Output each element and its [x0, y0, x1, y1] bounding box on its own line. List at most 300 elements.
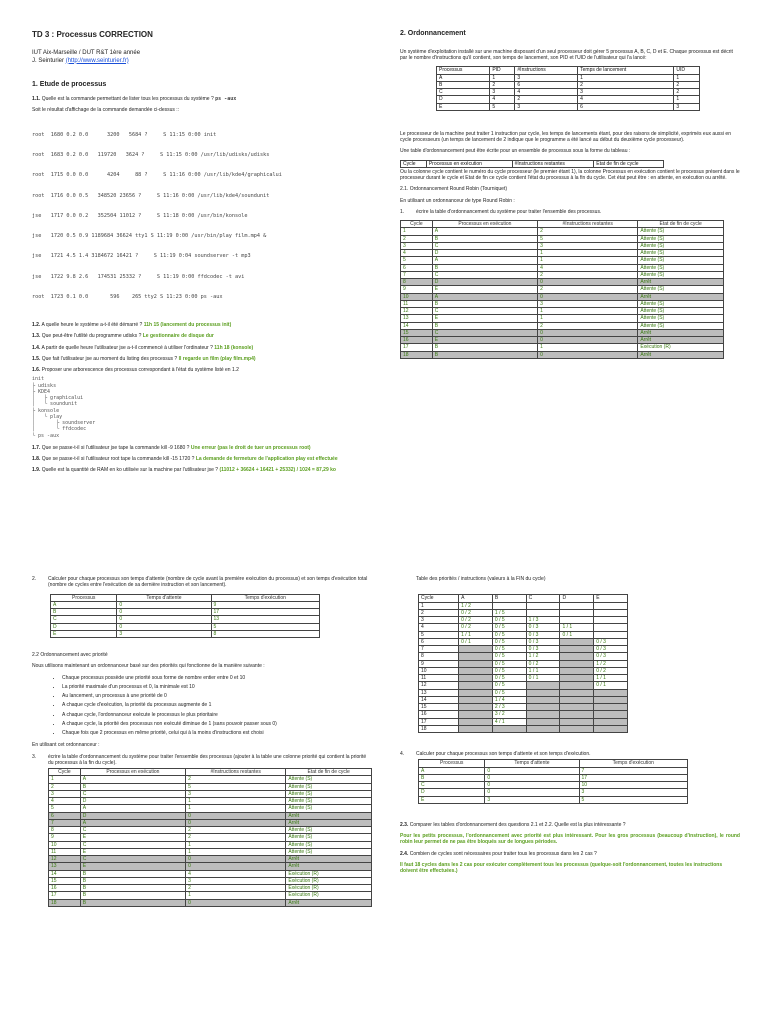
table-cell: 8 [401, 279, 433, 286]
question-text: Quelle est la quantité de RAM en ko utilisée sur la machine par l'utilisateur jse ? [40, 467, 219, 474]
table-cell: 3 [49, 790, 81, 797]
table-cell: E [51, 630, 117, 637]
table-cell: 1 [538, 344, 638, 351]
table-cell: 3 [538, 300, 638, 307]
table-cell [459, 696, 493, 703]
table-cell: 0 / 3 [526, 631, 560, 638]
wait-table-body [51, 601, 320, 637]
question-text: Proposer une arborescence des processus correspondant à l'état du système listé en 1.2 [40, 367, 239, 373]
table-cell: 5 [211, 623, 319, 630]
table-cell [459, 704, 493, 711]
table-cell [594, 711, 628, 718]
question-text: A quelle heure le système a-t-il été démarré ? [40, 322, 143, 328]
table-row [401, 257, 724, 264]
table-cell: Attente (S) [638, 228, 724, 235]
table-cell: 0 / 3 [594, 638, 628, 645]
table-cell: 5 [49, 805, 81, 812]
q-number: 1.4. [32, 344, 41, 351]
table-header-row [419, 595, 628, 602]
table-row [401, 300, 724, 307]
table-cell: 1 [538, 250, 638, 257]
question-text: A partir de quelle heure l'utilisateur jse a-t-il commencé à utiliser l'ordinateur ? [40, 344, 213, 351]
table-row [49, 856, 372, 863]
list-item: • La priorité maximale d'un processus et 0, la minimale est 10 [62, 684, 372, 690]
table-header-row [51, 594, 320, 601]
process-table-body [437, 74, 700, 110]
table-cell: 1 [186, 848, 286, 855]
q-number: 2.3. [400, 821, 409, 828]
table-cell: Attente (S) [638, 315, 724, 322]
table-cell: 1 [538, 315, 638, 322]
column-header: C [526, 595, 560, 602]
table-row [49, 798, 372, 805]
author-name: J. Seinturier [32, 57, 65, 64]
table-cell: 1 [674, 96, 700, 103]
q-number: 2.4. [400, 850, 409, 857]
table-row [401, 351, 724, 358]
table-row [49, 827, 372, 834]
table-row [401, 322, 724, 329]
table-cell: 0 / 2 [526, 660, 560, 667]
table-cell [560, 718, 594, 725]
list-item: • Chaque fois que 2 processus en même priorité, celui qui à la moins d'instructions est choisi [62, 730, 372, 736]
table-cell [560, 682, 594, 689]
table-header-row [437, 67, 700, 74]
table-cell: 3 [674, 103, 700, 110]
table-cell: 0 [186, 819, 286, 826]
table-cell: Attente (S) [638, 322, 724, 329]
table-cell: C [80, 790, 185, 797]
table-cell: 1 [186, 841, 286, 848]
table-cell: 0 / 5 [492, 624, 526, 631]
priority-table-caption: Table des priorités / instructions (valeurs à la FIN du cycle) [416, 576, 546, 582]
wait-table-priority [418, 759, 688, 804]
table-cell [560, 711, 594, 718]
question-1-3 [32, 333, 372, 339]
table-cell [560, 667, 594, 674]
answer-2-3: Pour les petits processus, l'ordonnancement avec priorité est plus intéressant. Pour les gros processus (beaucoup d'instruction), le round robin leur permet de ne pas être bloqués sur de longues périodes. [400, 833, 740, 846]
table-row [49, 819, 372, 826]
paragraph-columns: Ou la colonne cycle contient le numéro du cycle processeur (le premier étant 1), la colonne Processus en exécution contient le processus présent dans le processeur durant le cycle et Etat de fin ce cycle contient l'état du processus à la fin du cycle. Cet état peut être : en attente, en exécution ou arrêté. [400, 168, 740, 181]
priority-schedule-table-body [49, 776, 372, 907]
table-row [419, 646, 628, 653]
table-cell: D [51, 623, 117, 630]
table-cell: B [432, 235, 537, 242]
table-cell [492, 602, 526, 609]
table-cell [594, 704, 628, 711]
table-cell: 7 [579, 767, 687, 774]
table-cell: A [432, 293, 537, 300]
q-number: 1.7. [32, 444, 41, 451]
table-cell: Attente (S) [638, 242, 724, 249]
table-cell: 0 / 5 [492, 689, 526, 696]
table-cell [459, 725, 493, 732]
table-cell: 18 [419, 725, 459, 732]
table-cell: B [80, 783, 185, 790]
process-tree: init ├ udisks ├ KDE4 │ ├ graphicalui │ └ soundunit ├ konsole │ └ play │ ├ soundserver │ └ ffdcodec └ ps -aux [32, 376, 96, 439]
table-cell: 13 [419, 689, 459, 696]
table-row [401, 337, 724, 344]
table-cell: 0 / 5 [492, 675, 526, 682]
table-cell: 3 [186, 877, 286, 884]
table-row [401, 308, 724, 315]
table-cell: 0 / 2 [459, 624, 493, 631]
table-cell: B [432, 322, 537, 329]
question-1-1 [32, 96, 372, 102]
answer: ps -aux [215, 95, 237, 102]
table-cell: 14 [401, 322, 433, 329]
table-row [49, 892, 372, 899]
table-cell: 1 / 2 [459, 602, 493, 609]
question-2-3 [400, 822, 740, 828]
table-cell [459, 718, 493, 725]
table-cell: Attente (S) [638, 271, 724, 278]
table-cell: 0 / 5 [492, 631, 526, 638]
table-row [437, 74, 700, 81]
result-intro: Soit le résultat d'affichage de la commande demandée ci-dessus :: [32, 107, 180, 113]
table-cell: 0 [186, 863, 286, 870]
table-cell: 12 [401, 308, 433, 315]
table-cell: A [437, 74, 490, 81]
table-cell: 10 [49, 841, 81, 848]
answer: 11h 18 (konsole) [214, 344, 254, 351]
table-cell: 2 [490, 81, 515, 88]
table-row [51, 616, 320, 623]
question-text: écrire la table d'ordonnancement du système pour traiter l'ensemble des processus (ajouter à la table une colonne priorité qui contient la priorité du processus à la fin du cycle). [48, 753, 367, 766]
table-cell: 5 [401, 257, 433, 264]
section-2-1-intro: En utilisant un ordonnanceur de type Round Robin : [400, 197, 515, 204]
table-cell: 1 / 1 [459, 631, 493, 638]
table-cell: 6 [419, 638, 459, 645]
table-cell: 8 [211, 630, 319, 637]
table-row [419, 631, 628, 638]
question-text: Quelle est la commande permettant de lister tous les processus du système ? [40, 95, 214, 102]
table-cell: 0 [538, 351, 638, 358]
answer: 11h 15 (lancement du processus init) [143, 322, 232, 328]
table-cell: Attente (S) [286, 776, 372, 783]
table-cell: Arrêt [286, 812, 372, 819]
table-row [49, 790, 372, 797]
column-header: Etat de fin de cycle [638, 221, 724, 228]
list-item: • A chaque cycle d'exécution, la priorité du processus augmente de 1 [62, 702, 372, 708]
table-row [419, 718, 628, 725]
table-row [401, 228, 724, 235]
table-cell: 6 [578, 103, 674, 110]
table-cell: 0 / 5 [492, 646, 526, 653]
ps-line: jse 1722 9.8 2.6 174531 25332 ? S 11:19 0:00 ffdcodec -t avi [32, 273, 245, 280]
table-cell: 2 [538, 322, 638, 329]
table-cell: 2 [538, 286, 638, 293]
table-cell: 5 [538, 235, 638, 242]
table-cell: C [432, 308, 537, 315]
table-cell: D [432, 250, 537, 257]
table-cell: B [419, 774, 485, 781]
table-cell [560, 653, 594, 660]
table-cell [459, 660, 493, 667]
table-cell: 3 [490, 89, 515, 96]
table-cell: 8 [49, 827, 81, 834]
table-cell: 1 / 2 [594, 660, 628, 667]
table-cell: 1 / 1 [560, 624, 594, 631]
q-number: 1.5. [32, 355, 41, 362]
table-cell: 1 [186, 798, 286, 805]
table-cell: 15 [401, 329, 433, 336]
table-cell: 9 [49, 834, 81, 841]
table-cell: E [80, 834, 185, 841]
table-cell: 4 [49, 798, 81, 805]
table-cell: 0 / 5 [492, 682, 526, 689]
table-cell: 2 [186, 885, 286, 892]
column-header: Etat de fin de cycle [594, 160, 664, 167]
table-cell [526, 682, 560, 689]
table-cell: 6 [401, 264, 433, 271]
table-cell: 3 [515, 103, 578, 110]
table-row [419, 667, 628, 674]
question-text: Que fait l'utilisateur jse au moment du listing des processus ? [40, 355, 178, 362]
column-header: Processus en exécution [80, 769, 185, 776]
item-number: 4. [400, 751, 405, 757]
table-cell: Arrêt [638, 351, 724, 358]
table-cell: 1 [538, 257, 638, 264]
table-cell: 9 [401, 286, 433, 293]
right-column-top [400, 30, 740, 359]
question-text: Que se passe-t-il si l'utilisateur jse tape la commande kill -9 1680 ? [40, 444, 190, 451]
table-cell: 3 [485, 796, 579, 803]
list-item: • A chaque cycle, l'ordonnanceur exécute le processus le plus prioritaire [62, 712, 372, 718]
table-cell: 0 / 1 [526, 675, 560, 682]
ps-line: jse 1717 0.0 0.2 352504 11012 ? S 11:18 0:00 /usr/bin/konsole [32, 212, 248, 219]
table-cell: 0 / 5 [492, 660, 526, 667]
q-number: 1.2. [32, 322, 41, 328]
table-cell: 0 / 2 [459, 617, 493, 624]
table-row [51, 609, 320, 616]
question-1-5 [32, 356, 372, 362]
author-link[interactable]: (http://www.seinturier.fr) [65, 57, 129, 64]
question-2-1-1 [400, 209, 740, 215]
round-robin-table-body [401, 228, 724, 359]
table-cell: 12 [419, 682, 459, 689]
item-number: 3. [32, 753, 37, 760]
answer: (11012 + 36624 + 16421 + 25332) / 1024 = 87,29 ko [219, 467, 336, 474]
table-cell: E [432, 337, 537, 344]
table-row [51, 630, 320, 637]
table-row [419, 696, 628, 703]
table-cell: 3 [401, 242, 433, 249]
table-cell: 14 [419, 696, 459, 703]
table-cell: 0 [186, 899, 286, 906]
table-cell [594, 631, 628, 638]
table-row [437, 81, 700, 88]
table-cell: D [437, 96, 490, 103]
table-cell: 4 [538, 264, 638, 271]
table-cell: 0 [186, 856, 286, 863]
form-table [400, 160, 664, 168]
table-row [49, 885, 372, 892]
column-header: E [594, 595, 628, 602]
priority-rules-list [62, 675, 372, 737]
table-row [49, 848, 372, 855]
table-cell [560, 660, 594, 667]
table-row [49, 805, 372, 812]
ps-line: jse 1721 4.5 1.4 3184672 16421 ? S 11:19 0:04 soundserver -t mp3 [32, 253, 251, 260]
table-cell: 7 [419, 646, 459, 653]
table-cell: Exécution (R) [286, 885, 372, 892]
table-cell: 0 / 5 [492, 667, 526, 674]
column-header: Cycle [401, 221, 433, 228]
q-number: 1.6. [32, 367, 41, 373]
table-row [49, 776, 372, 783]
table-cell: 0 / 3 [526, 624, 560, 631]
table-cell: 2 [578, 81, 674, 88]
table-cell: 9 [211, 601, 319, 608]
priority-schedule-table [48, 768, 372, 907]
table-cell: 3 [186, 790, 286, 797]
table-cell: Attente (S) [638, 300, 724, 307]
table-cell: 0 [538, 293, 638, 300]
table-cell: 3 [419, 617, 459, 624]
table-cell: Attente (S) [638, 235, 724, 242]
table-row [51, 623, 320, 630]
table-cell: 1 [49, 776, 81, 783]
table-cell: B [80, 870, 185, 877]
affiliation: IUT Aix-Marseille / DUT R&T 1ère année [32, 50, 141, 56]
table-cell: 1 / 1 [526, 667, 560, 674]
table-cell [459, 653, 493, 660]
answer-2-4: Il faut 18 cycles dans les 2 cas pour exécuter complètement tous les processus (quelque-soit l'ordonnancement, toutes les instructions doivent être effectuées.) [400, 861, 723, 874]
table-cell: 16 [419, 711, 459, 718]
table-cell: 2 [186, 776, 286, 783]
ps-line: root 1716 0.0 0.5 348520 23656 ? S 11:16 0:00 /usr/lib/kde4/soundunit [32, 192, 270, 199]
question-1-8 [32, 456, 372, 462]
table-cell [594, 624, 628, 631]
item-number: 2. [32, 576, 37, 582]
priority-instruction-table-body [419, 602, 628, 733]
table-cell: 3 [578, 89, 674, 96]
table-cell [594, 689, 628, 696]
table-cell [594, 617, 628, 624]
table-cell: 4 [186, 870, 286, 877]
paragraph-instructions: Le processeur de la machine peut traiter 1 instruction par cycle, les temps de lancements étant, pour des raisons de simplicité, exprimés eux aussi en cycle processeurs (un temps de lancement de 2 indique que le programme a été lancé au début du deuxième cycle processeur). [400, 130, 731, 143]
table-cell: A [80, 805, 185, 812]
table-cell: 0 [485, 774, 579, 781]
table-cell: A [419, 767, 485, 774]
column-header: Processus [419, 760, 485, 767]
table-cell [560, 675, 594, 682]
table-cell: Exécution (R) [286, 877, 372, 884]
table-cell: 12 [49, 856, 81, 863]
table-cell: Attente (S) [286, 834, 372, 841]
table-cell: 0 / 3 [594, 653, 628, 660]
column-header: PID [490, 67, 515, 74]
table-cell: C [80, 856, 185, 863]
question-text: Combien de cycles sont nécessaires pour traiter tous les processus dans les 2 cas ? [408, 850, 597, 857]
table-cell: B [80, 892, 185, 899]
table-cell: 0 [538, 329, 638, 336]
table-cell [560, 725, 594, 732]
table-cell: 6 [49, 812, 81, 819]
table-cell: B [80, 885, 185, 892]
list-item: • Au lancement, un processus à une priorité de 0 [62, 693, 372, 699]
table-cell: 0 / 3 [526, 638, 560, 645]
table-cell: 4 [419, 624, 459, 631]
table-cell [459, 646, 493, 653]
table-cell: Exécution (R) [286, 892, 372, 899]
table-row [437, 89, 700, 96]
process-table [436, 66, 700, 111]
table-cell: E [80, 863, 185, 870]
table-cell: 1 [578, 74, 674, 81]
table-cell: 0 [485, 789, 579, 796]
table-cell: C [419, 782, 485, 789]
table-cell: B [80, 877, 185, 884]
table-row [419, 660, 628, 667]
question-2-4 [400, 851, 740, 857]
table-cell: 0 / 2 [459, 609, 493, 616]
table-cell: 1 [401, 228, 433, 235]
table-cell: 5 [419, 631, 459, 638]
table-cell: 2 [401, 235, 433, 242]
table-row [49, 863, 372, 870]
section-2-heading: 2. Ordonnancement [400, 30, 466, 37]
priority-instruction-table [418, 594, 628, 733]
table-cell: 10 [401, 293, 433, 300]
table-cell [459, 689, 493, 696]
table-cell: 10 [579, 782, 687, 789]
table-cell: Arrêt [638, 337, 724, 344]
table-cell: Exécution (R) [638, 344, 724, 351]
table-row [419, 774, 688, 781]
table-row [419, 638, 628, 645]
answer: La demande de fermeture de l'application play est effectuée [195, 456, 338, 462]
table-row [419, 789, 688, 796]
table-cell: Attente (S) [286, 798, 372, 805]
table-cell: Arrêt [286, 819, 372, 826]
table-cell: Attente (S) [286, 841, 372, 848]
table-cell: E [80, 848, 185, 855]
table-cell: A [80, 819, 185, 826]
column-header: #Instructions [515, 67, 578, 74]
column-header: Processus [437, 67, 490, 74]
table-row [401, 271, 724, 278]
table-cell: 17 [211, 609, 319, 616]
table-row [419, 725, 628, 732]
table-cell [594, 602, 628, 609]
table-cell: Attente (S) [638, 264, 724, 271]
table-cell: Arrêt [286, 863, 372, 870]
table-row [437, 103, 700, 110]
table-cell: 17 [401, 344, 433, 351]
table-cell: 15 [419, 704, 459, 711]
answer: Le gestionnaire de disque dur [142, 333, 214, 340]
table-cell: 9 [419, 660, 459, 667]
table-cell [560, 696, 594, 703]
table-cell: 17 [49, 892, 81, 899]
table-cell: 2 [674, 81, 700, 88]
table-cell [459, 667, 493, 674]
table-cell [526, 725, 560, 732]
table-cell: E [432, 286, 537, 293]
column-header: Temps d'exécution [579, 760, 687, 767]
table-cell: 16 [49, 885, 81, 892]
column-header: #Instructions restantes [186, 769, 286, 776]
table-cell: 2 [186, 827, 286, 834]
column-header: #Instructions restantes [512, 160, 594, 167]
question-2-2-3 [32, 754, 372, 767]
table-cell: 3 [515, 74, 578, 81]
table-cell: A [432, 257, 537, 264]
table-cell: 0 [117, 623, 211, 630]
table-cell: 13 [401, 315, 433, 322]
